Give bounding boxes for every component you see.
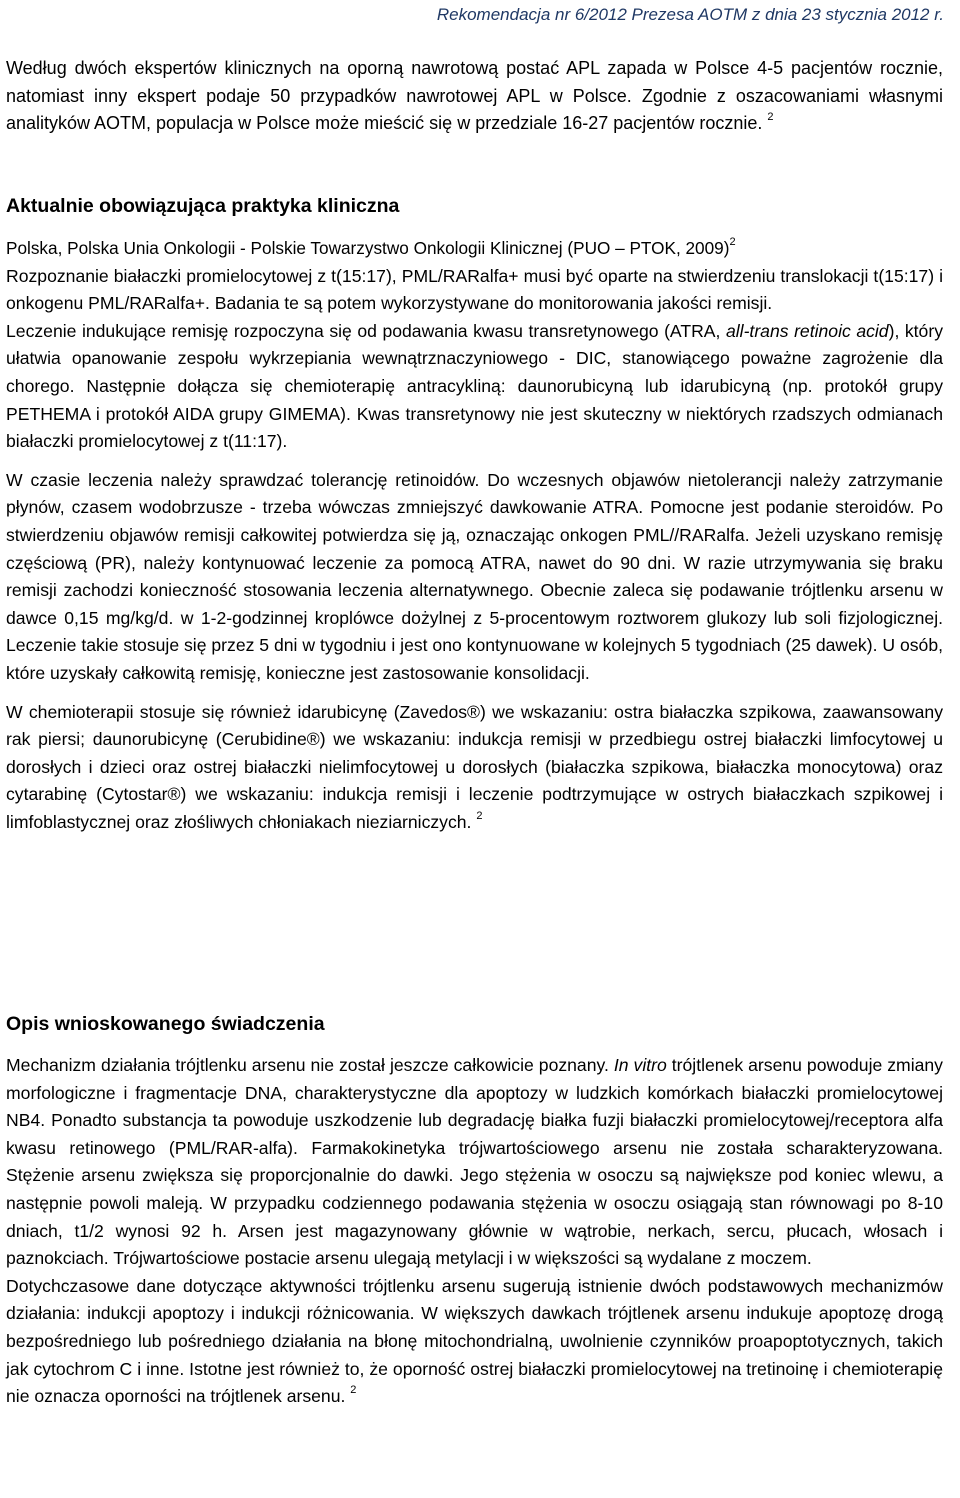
- intro-line-2: pacjentów rocznie, natomiast inny ekspert podaje 50 przypadków nawrotowej APL w Polsce.: [6, 58, 943, 106]
- paragraph-tolerance: W czasie leczenia należy sprawdzać tolerancję retinoidów. Do wczesnych objawów nietolerancji należy zatrzymanie płynów, czasem wodobrzusze - trzeba wówczas zmniejszyć dawkowanie ATRA. Pomocne jest podanie steroidów. Po stwierdzeniu objawów remisji całkowitej potwierdza się ją, oznaczając onkogen PML//RARalfa. Jeżeli uzyskano remisję częściową (PR), należy kontynuować leczenie za pomocą ATRA, nawet do 90 dni. W razie utrzymywania się braku remisji zachodzi konieczność stosowania leczenia alternatywnego. Obecnie zaleca się podawanie trójtlenku arsenu w dawce 0,15 mg/kg/d. w 1-2-godzinnej kroplówce dożylnej z 5-procentowym roztworem glukozy lub soli fizjologicznej. Leczenie takie stosuje się przez 5 dni w tygodniu i jest ono kontynuowane w kolejnych 5 tygodniach (25 dawek). U osób, które uzyskały całkowitą remisję, konieczne jest zastosowanie konsolidacji.: [6, 469, 943, 683]
- footnote-ref: 2: [767, 111, 774, 124]
- page-header: Rekomendacja nr 6/2012 Prezesa AOTM z dnia 23 stycznia 2012 r.: [436, 5, 944, 24]
- section-requested-service-body: [6, 1052, 943, 1411]
- paragraph-activity: Dotychczasowe dane dotyczące aktywności trójtlenku arsenu sugerują istnienie dwóch podstawowych mechanizmów działania: indukcji apoptozy i indukcji różnicowania. W większych dawkach trójtlenek arsenu indukuje apoptozę drogą bezpośredniego lub pośredniego działania na błonę mitochondrialną, uwolnienie czynników proapoptotycznych, takich jak cytochrom C i inne. Istotne jest również to, że oporność ostrej białaczki promielocytowej na tretinoinę i chemioterapię nie oznacza oporności na trójtlenek arsenu. $^2$: [6, 1275, 943, 1407]
- section-heading-requested-service: Opis wnioskowanego świadczenia: [6, 1013, 325, 1035]
- paragraph-induction: Leczenie indukujące remisję rozpoczyna się od podawania kwasu transretynowego (ATRA, all-trans retinoic acid), który ułatwia opanowanie zespołu wykrzepiania wewnątrznaczyniowego - DIC, stanowiącego poważne zagrożenie dla chorego. Następnie dołącza się chemioterapię antracykliną: daunorubicyną lub idarubicyną (np. protokół grupy PETHEMA i protokół AIDA grupy GIMEMA). Kwas transretynowy nie jest skuteczny w niektórych rzadszych odmianach białaczki promielocytowej z t(11:17).: [6, 320, 943, 452]
- paragraph-chemotherapy: W chemioterapii stosuje się również idarubicynę (Zavedos®) we wskazaniu: ostra białaczka szpikowa, zaawansowany rak piersi; daunorubicynę (Cerubidine®) we wskazaniu: indukcja remisji w przedbiegu ostrej białaczki limfocytowej u dorosłych i dzieci oraz ostrej białaczki nielimfocytowej u dorosłych (białaczka szpikowa, białaczka monocytowa) oraz cytarabinę (Cytostar®) we wskazaniu: indukcja remisji i leczenie podtrzymujące w ostrych białaczkach szpikowej i limfoblastycznej oraz złośliwych chłoniakach nieziarniczych. $^2$: [6, 701, 943, 832]
- footnote-ref: 2: [476, 809, 483, 822]
- paragraph-mechanism: Mechanizm działania trójtlenku arsenu nie został jeszcze całkowicie poznany. In vitro trójtlenek arsenu powoduje zmiany morfologiczne i fragmentacje DNA, charakterystyczne dla apoptozy w ludzkich komórkach białaczki promielocytowej NB4. Ponadto substancja ta powoduje uszkodzenie lub degradację białka fuzji białaczki promielocytowej/receptora alfa kwasu retinowego (PML/RAR-alfa). Farmakokinetyka trójwartościowego arsenu nie została scharakteryzowana. Stężenie arsenu zwiększa się proporcjonalnie do dawki. Jego stężenia w osoczu są największe pod koniec wlewu, a następnie powoli maleją. W przypadku codziennego podawania stężenia w osoczu osiągają stan równowagi po 8-10 dniach, t1/2 wynosi 92 h. Arsen jest magazynowany głównie w wątrobie, nerkach, sercu, płucach, włosach i paznokciach. Trójwartościowe postacie arsenu ulegają metylacji i w większości są wydalane z moczem.: [6, 1055, 943, 1269]
- intro-line-3: Zgodnie z oszacowaniami własnymi analityków AOTM, populacja w Polsce może mieścić się: [6, 85, 943, 134]
- footnote-ref: 2: [729, 236, 736, 248]
- intro-paragraph: [6, 55, 943, 138]
- intro-line-4: w przedziale 16-27 pacjentów rocznie.: [457, 113, 763, 134]
- section-heading-practice: Aktualnie obowiązująca praktyka kliniczna: [6, 195, 400, 217]
- section-practice-body: [6, 235, 943, 836]
- footnote-ref: 2: [350, 1384, 357, 1397]
- paragraph-diagnosis: Rozpoznanie białaczki promielocytowej z t(15:17), PML/RARalfa+ musi być oparte na stwierdzeniu translokacji t(15:17) i onkogenu PML/RARalfa+. Badania te są potem wykorzystywane do monitorowania jakości remisji.: [6, 265, 943, 314]
- intro-line-1: Według dwóch ekspertów klinicznych na oporną nawrotową postać APL zapada w Polsce 4-5: [6, 58, 784, 78]
- guideline-source: Polska, Polska Unia Onkologii - Polskie Towarzystwo Onkologii Klinicznej (PUO – PTOK, 2009)$^2$: [6, 236, 736, 258]
